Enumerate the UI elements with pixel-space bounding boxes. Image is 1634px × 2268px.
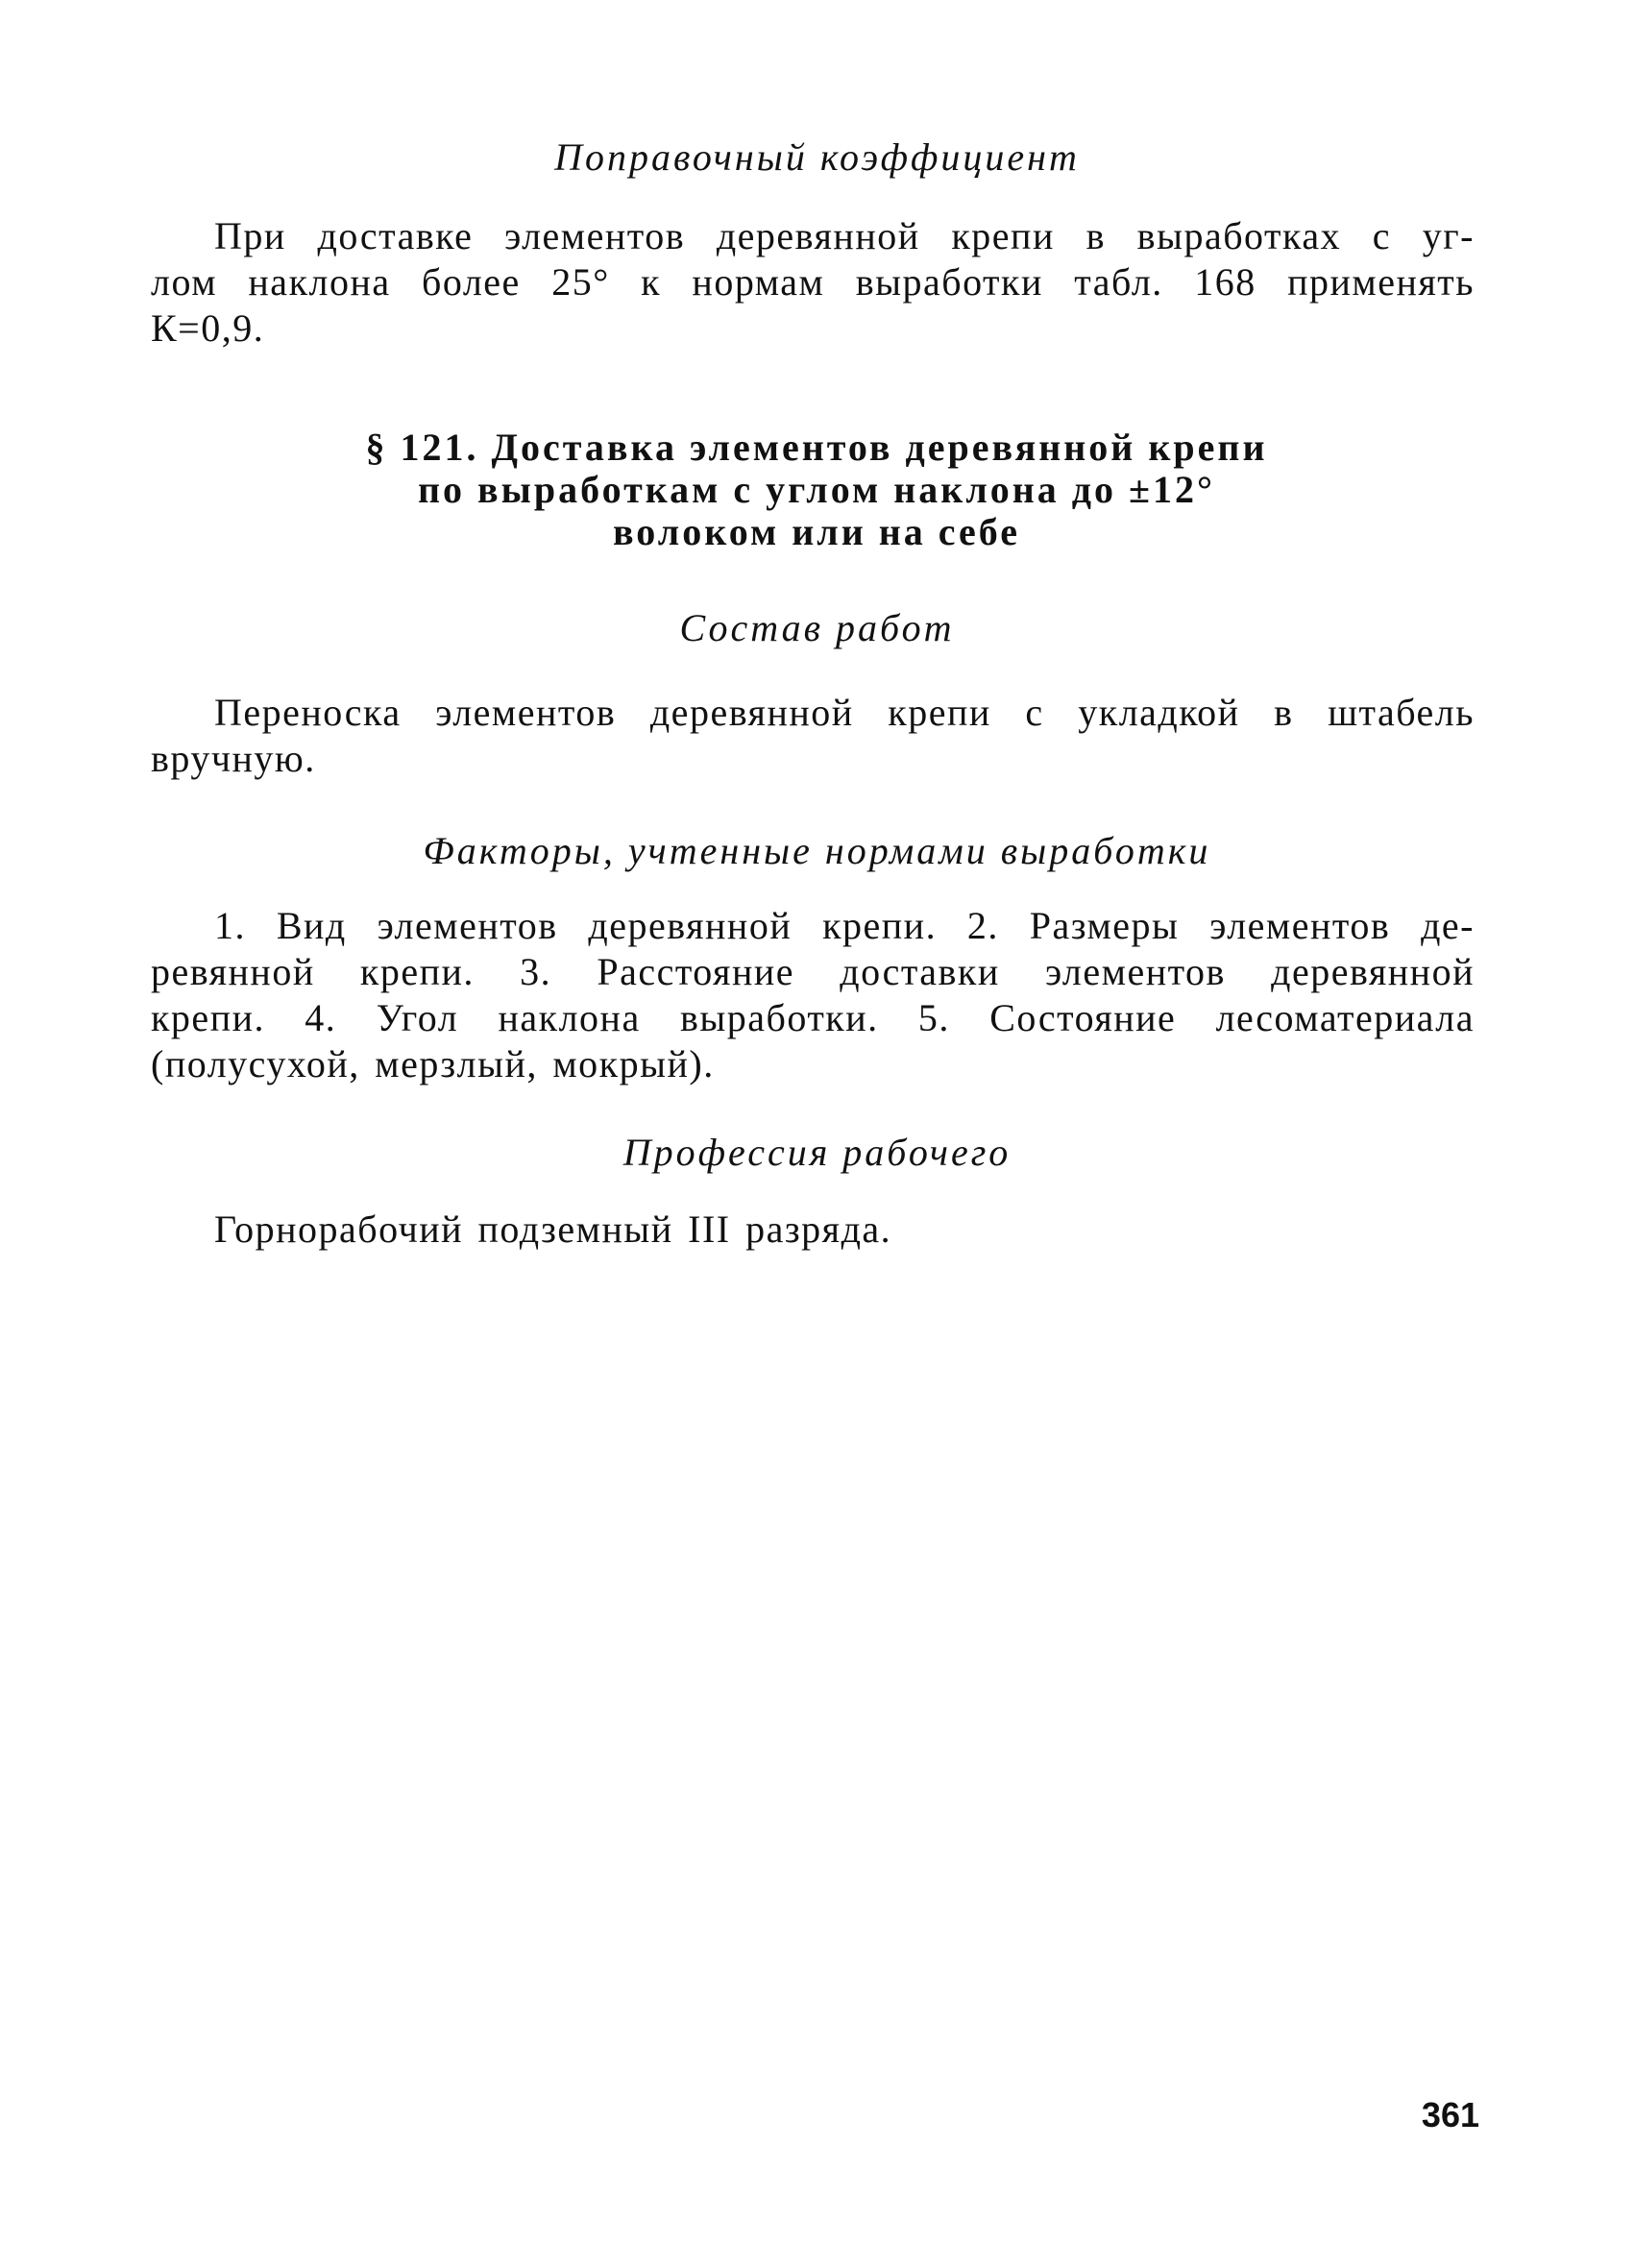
section-121-title-line-2: по выработкам с углом наклона до ±12° [418, 468, 1215, 511]
profession-paragraph [151, 1207, 1475, 1253]
correction-line-3: К=0,9. [151, 306, 265, 350]
factors-paragraph [151, 903, 1475, 1087]
profession-heading: Профессия рабочего [622, 1131, 1012, 1174]
page-number: 361 [1421, 2095, 1479, 2134]
profession-line-1: Горнорабочий подземный III разряда. [214, 1207, 892, 1251]
work-composition-paragraph [151, 690, 1475, 782]
correction-paragraph [151, 213, 1475, 352]
factors-line-1: 1. Вид элементов деревянной крепи. 2. Размеры элементов де- [214, 904, 1475, 947]
correction-line-2: лом наклона более 25° к нормам выработки табл. 168 применять [151, 260, 1475, 304]
factors-heading: Факторы, учтенные нормами выработки [423, 829, 1211, 872]
factors-line-4: (полусухой, мерзлый, мокрый). [151, 1042, 715, 1085]
work-composition-line-2: вручную. [151, 737, 316, 780]
work-composition-line-1: Переноска элементов деревянной крепи с укладкой в штабель [214, 691, 1475, 734]
correction-line-1: При доставке элементов деревянной крепи в выработках с уг- [214, 214, 1475, 257]
section-121-title-line-3: волоком или на себе [612, 510, 1021, 553]
section-121-title [288, 427, 1345, 553]
section-121-title-line-1: § 121. Доставка элементов деревянной крепи [365, 426, 1268, 469]
correction-heading: Поправочный коэффициент [554, 135, 1080, 179]
work-composition-heading: Состав работ [679, 606, 955, 649]
factors-line-2: ревянной крепи. 3. Расстояние доставки элементов деревянной [151, 950, 1475, 993]
factors-line-3: крепи. 4. Угол наклона выработки. 5. Состояние лесоматериала [151, 996, 1475, 1039]
